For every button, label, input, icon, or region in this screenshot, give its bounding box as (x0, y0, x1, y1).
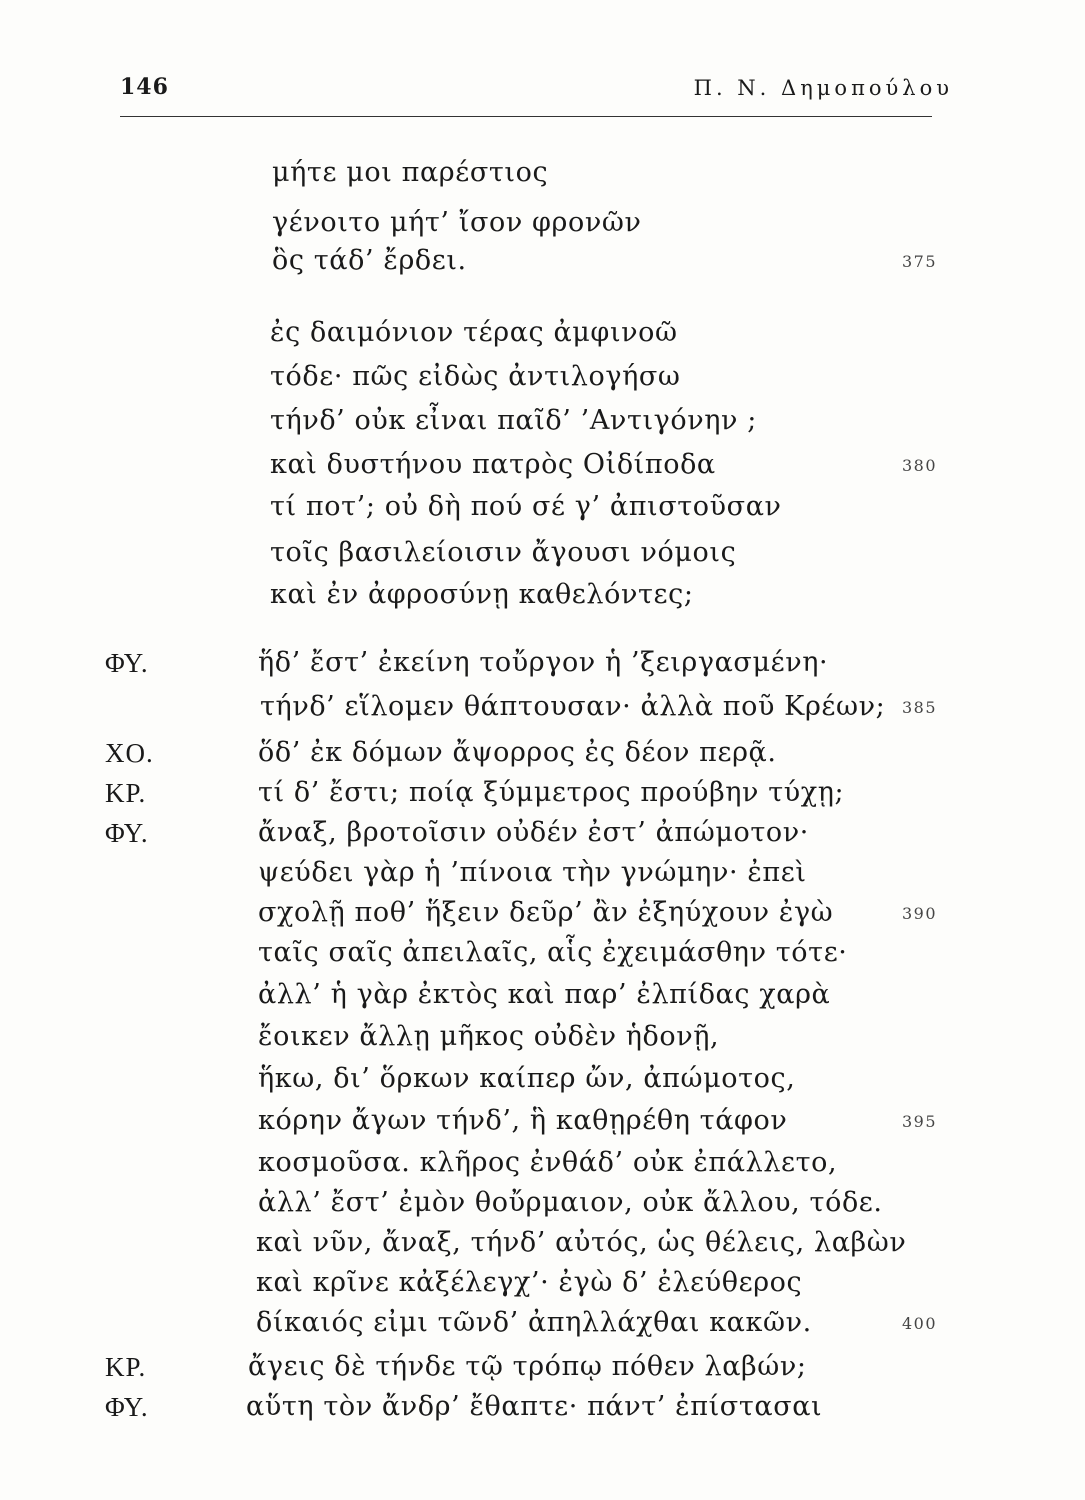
verse-line (0, 240, 1085, 282)
verse-line (0, 732, 1085, 774)
verse-line-text: ὃς τάδ’ ἔρδει. (272, 245, 467, 276)
speaker-label: ΚΡ. (105, 1352, 147, 1382)
verse-line-text: τί δ’ ἔστι; ποίᾳ ξύμμετρος προύβην τύχῃ; (258, 777, 845, 808)
verse-line-text: ἀλλ’ ἡ γὰρ ἐκτὸς καὶ παρ’ ἐλπίδας χαρὰ (258, 979, 831, 1010)
verse-line (0, 1182, 1085, 1224)
speaker-label: ΦΥ. (105, 648, 149, 678)
verse-line-text: τήνδ’ οὐκ εἶναι παῖδ’ ’Αντιγόνην ; (270, 405, 757, 436)
verse-line (0, 532, 1085, 574)
verse-line-text: ἄναξ, βροτοῖσιν οὐδέν ἐστ’ ἀπώμοτον· (258, 817, 809, 848)
verse-line (0, 152, 1085, 194)
verse-line-text: καὶ δυστήνου πατρὸς Οἰδίποδα (270, 449, 716, 480)
verse-line-text: ὅδ’ ἐκ δόμων ἄψορρος ἐς δέον περᾷ. (258, 737, 777, 768)
verse-line-text: ἀλλ’ ἔστ’ ἐμὸν θοὔρμαιον, οὐκ ἄλλου, τόδε. (258, 1187, 883, 1218)
header-rule (120, 116, 932, 117)
verse-line (0, 686, 1085, 728)
line-number: 375 (901, 252, 937, 271)
line-number: 395 (901, 1112, 937, 1131)
verse-line (0, 1058, 1085, 1100)
verse-line (0, 400, 1085, 442)
speaker-label: ΦΥ. (105, 1392, 149, 1422)
speaker-label: ΧΟ. (105, 738, 154, 768)
verse-line-text: ἔοικεν ἄλλῃ μῆκος οὐδὲν ἡδονῇ, (258, 1021, 720, 1052)
verse-line (0, 574, 1085, 616)
verse-line-text: δίκαιός εἰμι τῶνδ’ ἀπηλλάχθαι κακῶν. (256, 1307, 812, 1338)
verse-line-text: τόδε· πῶς εἰδὼς ἀντιλογήσω (270, 361, 681, 392)
verse-line-text: γένοιτο μήτ’ ἴσον φρονῶν (272, 207, 642, 238)
verse-line-text: καὶ ἐν ἀφροσύνῃ καθελόντες; (270, 579, 694, 610)
verse-line-text: ἥδ’ ἔστ’ ἐκείνη τοὔργον ἡ ’ξειργασμένη· (258, 647, 829, 678)
speaker-label: ΚΡ. (105, 778, 147, 808)
verse-line (0, 852, 1085, 894)
running-head: Π. Ν. Δημοπούλου (693, 76, 953, 100)
verse-line (0, 1142, 1085, 1184)
line-number: 380 (901, 456, 937, 475)
verse-line (0, 486, 1085, 528)
verse-line (0, 202, 1085, 244)
verse-line (0, 1262, 1085, 1304)
verse-line (0, 1016, 1085, 1058)
verse-line (0, 932, 1085, 974)
verse-line (0, 812, 1085, 854)
verse-line (0, 1302, 1085, 1344)
verse-line-text: καὶ νῦν, ἄναξ, τήνδ’ αὐτός, ὡς θέλεις, λαβὼν (256, 1227, 907, 1258)
verse-line (0, 772, 1085, 814)
verse-line-text: αὕτη τὸν ἄνδρ’ ἔθαπτε· πάντ’ ἐπίστασαι (246, 1391, 823, 1422)
verse-line-text: τοῖς βασιλείοισιν ἄγουσι νόμοις (270, 537, 737, 568)
verse-line-text: ἥκω, δι’ ὅρκων καίπερ ὤν, ἀπώμοτος, (258, 1063, 796, 1094)
verse-line-text: ψεύδει γὰρ ἡ ’πίνοια τὴν γνώμην· ἐπεὶ (258, 857, 807, 888)
verse-line (0, 356, 1085, 398)
verse-line (0, 892, 1085, 934)
verse-line (0, 444, 1085, 486)
verse-line (0, 1386, 1085, 1428)
line-number: 390 (901, 904, 937, 923)
verse-line-text: ταῖς σαῖς ἀπειλαῖς, αἷς ἐχειμάσθην τότε· (258, 937, 848, 968)
verse-line-text: κόρην ἄγων τήνδ’, ἣ καθῃρέθη τάφον (258, 1105, 788, 1136)
verse-line (0, 1100, 1085, 1142)
verse-line-text: ἄγεις δὲ τήνδε τῷ τρόπῳ πόθεν λαβών; (248, 1351, 807, 1382)
verse-line-text: τήνδ’ εἵλομεν θάπτουσαν· ἀλλὰ ποῦ Κρέων; (260, 691, 886, 722)
page-number: 146 (120, 74, 169, 100)
verse-line-text: καὶ κρῖνε κἀξέλεγχ’· ἐγὼ δ’ ἐλεύθερος (256, 1267, 803, 1298)
line-number: 385 (901, 698, 937, 717)
verse-line-text: σχολῇ ποθ’ ἥξειν δεῦρ’ ἂν ἐξηύχουν ἐγὼ (258, 897, 834, 928)
verse-line-text: ἐς δαιμόνιον τέρας ἀμφινοῶ (270, 317, 678, 348)
speaker-label: ΦΥ. (105, 818, 149, 848)
verse-line (0, 1346, 1085, 1388)
verse-line-text: μήτε μοι παρέστιος (272, 157, 549, 188)
verse-line (0, 974, 1085, 1016)
verse-line-text: τί ποτ’; οὐ δὴ πού σέ γ’ ἀπιστοῦσαν (270, 491, 782, 522)
verse-line (0, 312, 1085, 354)
verse-line-text: κοσμοῦσα. κλῆρος ἐνθάδ’ οὐκ ἐπάλλετο, (258, 1147, 838, 1178)
line-number: 400 (901, 1314, 937, 1333)
verse-line (0, 642, 1085, 684)
verse-line (0, 1222, 1085, 1264)
